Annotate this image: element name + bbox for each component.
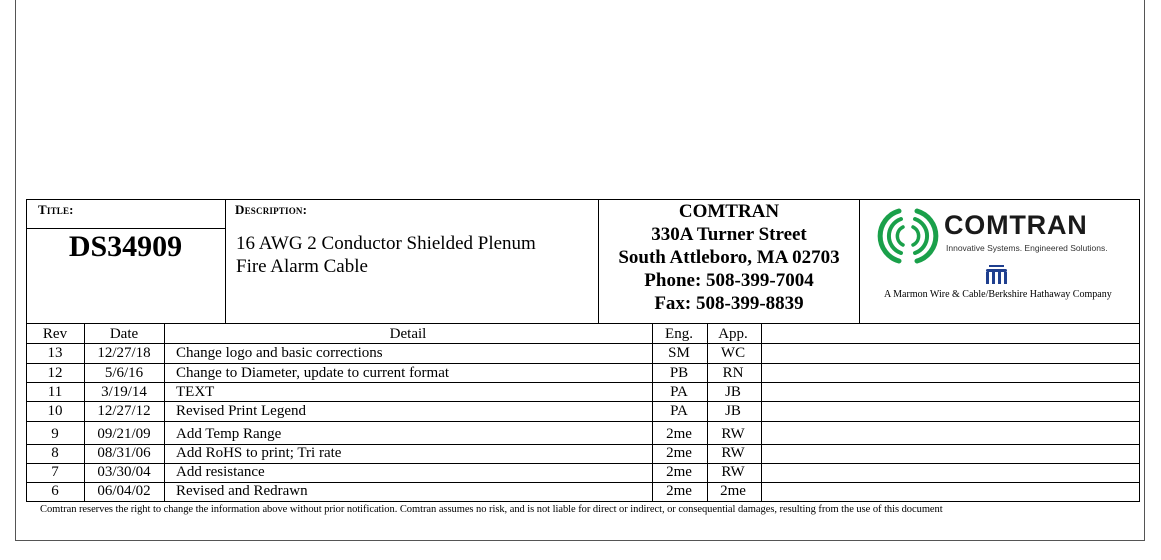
- cell-date: 3/19/14: [101, 384, 147, 400]
- cell-eng: 2me: [666, 426, 692, 442]
- table-row: [26, 402, 1139, 421]
- address-logo-divider: [859, 199, 860, 323]
- table-row: [26, 482, 1139, 501]
- cell-eng: PA: [670, 384, 688, 400]
- cell-rev: 12: [47, 365, 63, 381]
- description-text: [236, 232, 596, 278]
- cell-date: 09/21/09: [97, 426, 151, 442]
- cell-eng: 2me: [666, 464, 692, 480]
- cell-date: 12/27/12: [97, 403, 151, 419]
- cell-app: JB: [725, 403, 741, 419]
- cell-rev: 7: [51, 464, 59, 480]
- cell-detail: Add RoHS to print; Tri rate: [176, 445, 342, 461]
- company-fax: Fax: 508-399-8839: [654, 293, 804, 314]
- marmon-icon: [985, 264, 1009, 291]
- company-name: COMTRAN: [678, 201, 780, 222]
- header-date: Date: [109, 326, 139, 342]
- title-label: Title:: [38, 202, 74, 217]
- logo-wordmark: COMTRAN: [944, 210, 1088, 240]
- table-row: [26, 383, 1139, 402]
- cell-detail: Revised Print Legend: [176, 403, 306, 419]
- cell-app: RW: [721, 464, 745, 480]
- cell-app: WC: [720, 345, 746, 361]
- table-row: [26, 463, 1139, 482]
- comtran-logo-icon: [877, 205, 939, 272]
- company-city: South Attleboro, MA 02703: [618, 247, 840, 268]
- cell-rev: 8: [51, 445, 59, 461]
- description-line-1: 16 AWG 2 Conductor Shielded Plenum: [236, 233, 536, 254]
- cell-app: RW: [721, 426, 745, 442]
- table-row: [26, 344, 1139, 363]
- document-number: DS34909: [68, 230, 183, 263]
- table-row: [26, 444, 1139, 463]
- header-eng: Eng.: [665, 326, 693, 342]
- cell-app: 2me: [720, 483, 746, 499]
- cell-app: JB: [725, 384, 741, 400]
- cell-date: 5/6/16: [104, 365, 144, 381]
- cell-eng: PB: [669, 365, 689, 381]
- company-address: [599, 200, 859, 315]
- right-border: [1139, 199, 1140, 502]
- cell-date: 12/27/18: [97, 345, 151, 361]
- cell-eng: PA: [670, 403, 688, 419]
- cell-detail: Change logo and basic corrections: [176, 345, 383, 361]
- company-phone: Phone: 508-399-7004: [644, 270, 814, 291]
- cell-date: 03/30/04: [97, 464, 151, 480]
- cell-date: 06/04/02: [97, 483, 151, 499]
- cell-eng: SM: [668, 345, 690, 361]
- cell-rev: 9: [51, 426, 59, 442]
- title-divider: [26, 228, 225, 229]
- table-row: [26, 364, 1139, 383]
- logo-parent-company: A Marmon Wire & Cable/Berkshire Hathaway Company: [884, 289, 1112, 300]
- title-block-top-border: [26, 199, 1140, 200]
- cell-detail: Add resistance: [176, 464, 265, 480]
- header-app: App.: [718, 326, 748, 342]
- cell-date: 08/31/06: [97, 445, 151, 461]
- cell-app: RW: [721, 445, 745, 461]
- cell-eng: 2me: [666, 483, 692, 499]
- cell-eng: 2me: [666, 445, 692, 461]
- header-detail: Detail: [389, 326, 427, 342]
- cell-detail: Add Temp Range: [176, 426, 282, 442]
- disclaimer-text: Comtran reserves the right to change the information above without prior notification. Comtran assumes no risk, and is not liable for direct or indirect, or consequential damages, resulting from the use of this document: [40, 504, 943, 515]
- cell-rev: 10: [47, 403, 63, 419]
- revision-table-bottom: [26, 501, 1140, 502]
- company-street: 330A Turner Street: [651, 224, 807, 245]
- cell-detail: TEXT: [176, 384, 215, 400]
- table-row: [26, 425, 1139, 444]
- cell-rev: 13: [47, 345, 63, 361]
- revision-table-header: [26, 325, 1139, 344]
- description-line-2: Fire Alarm Cable: [236, 256, 368, 277]
- cell-rev: 6: [51, 483, 59, 499]
- cell-app: RN: [722, 365, 744, 381]
- header-rev: Rev: [42, 326, 68, 342]
- cell-rev: 11: [47, 384, 63, 400]
- title-desc-divider: [225, 199, 226, 323]
- row-line: [26, 421, 1140, 422]
- cell-detail: Revised and Redrawn: [176, 483, 308, 499]
- description-label: Description:: [235, 202, 308, 217]
- title-block-bottom-border: [26, 323, 1140, 324]
- logo-tagline: Innovative Systems. Engineered Solutions.: [946, 243, 1108, 253]
- cell-detail: Change to Diameter, update to current format: [176, 365, 450, 381]
